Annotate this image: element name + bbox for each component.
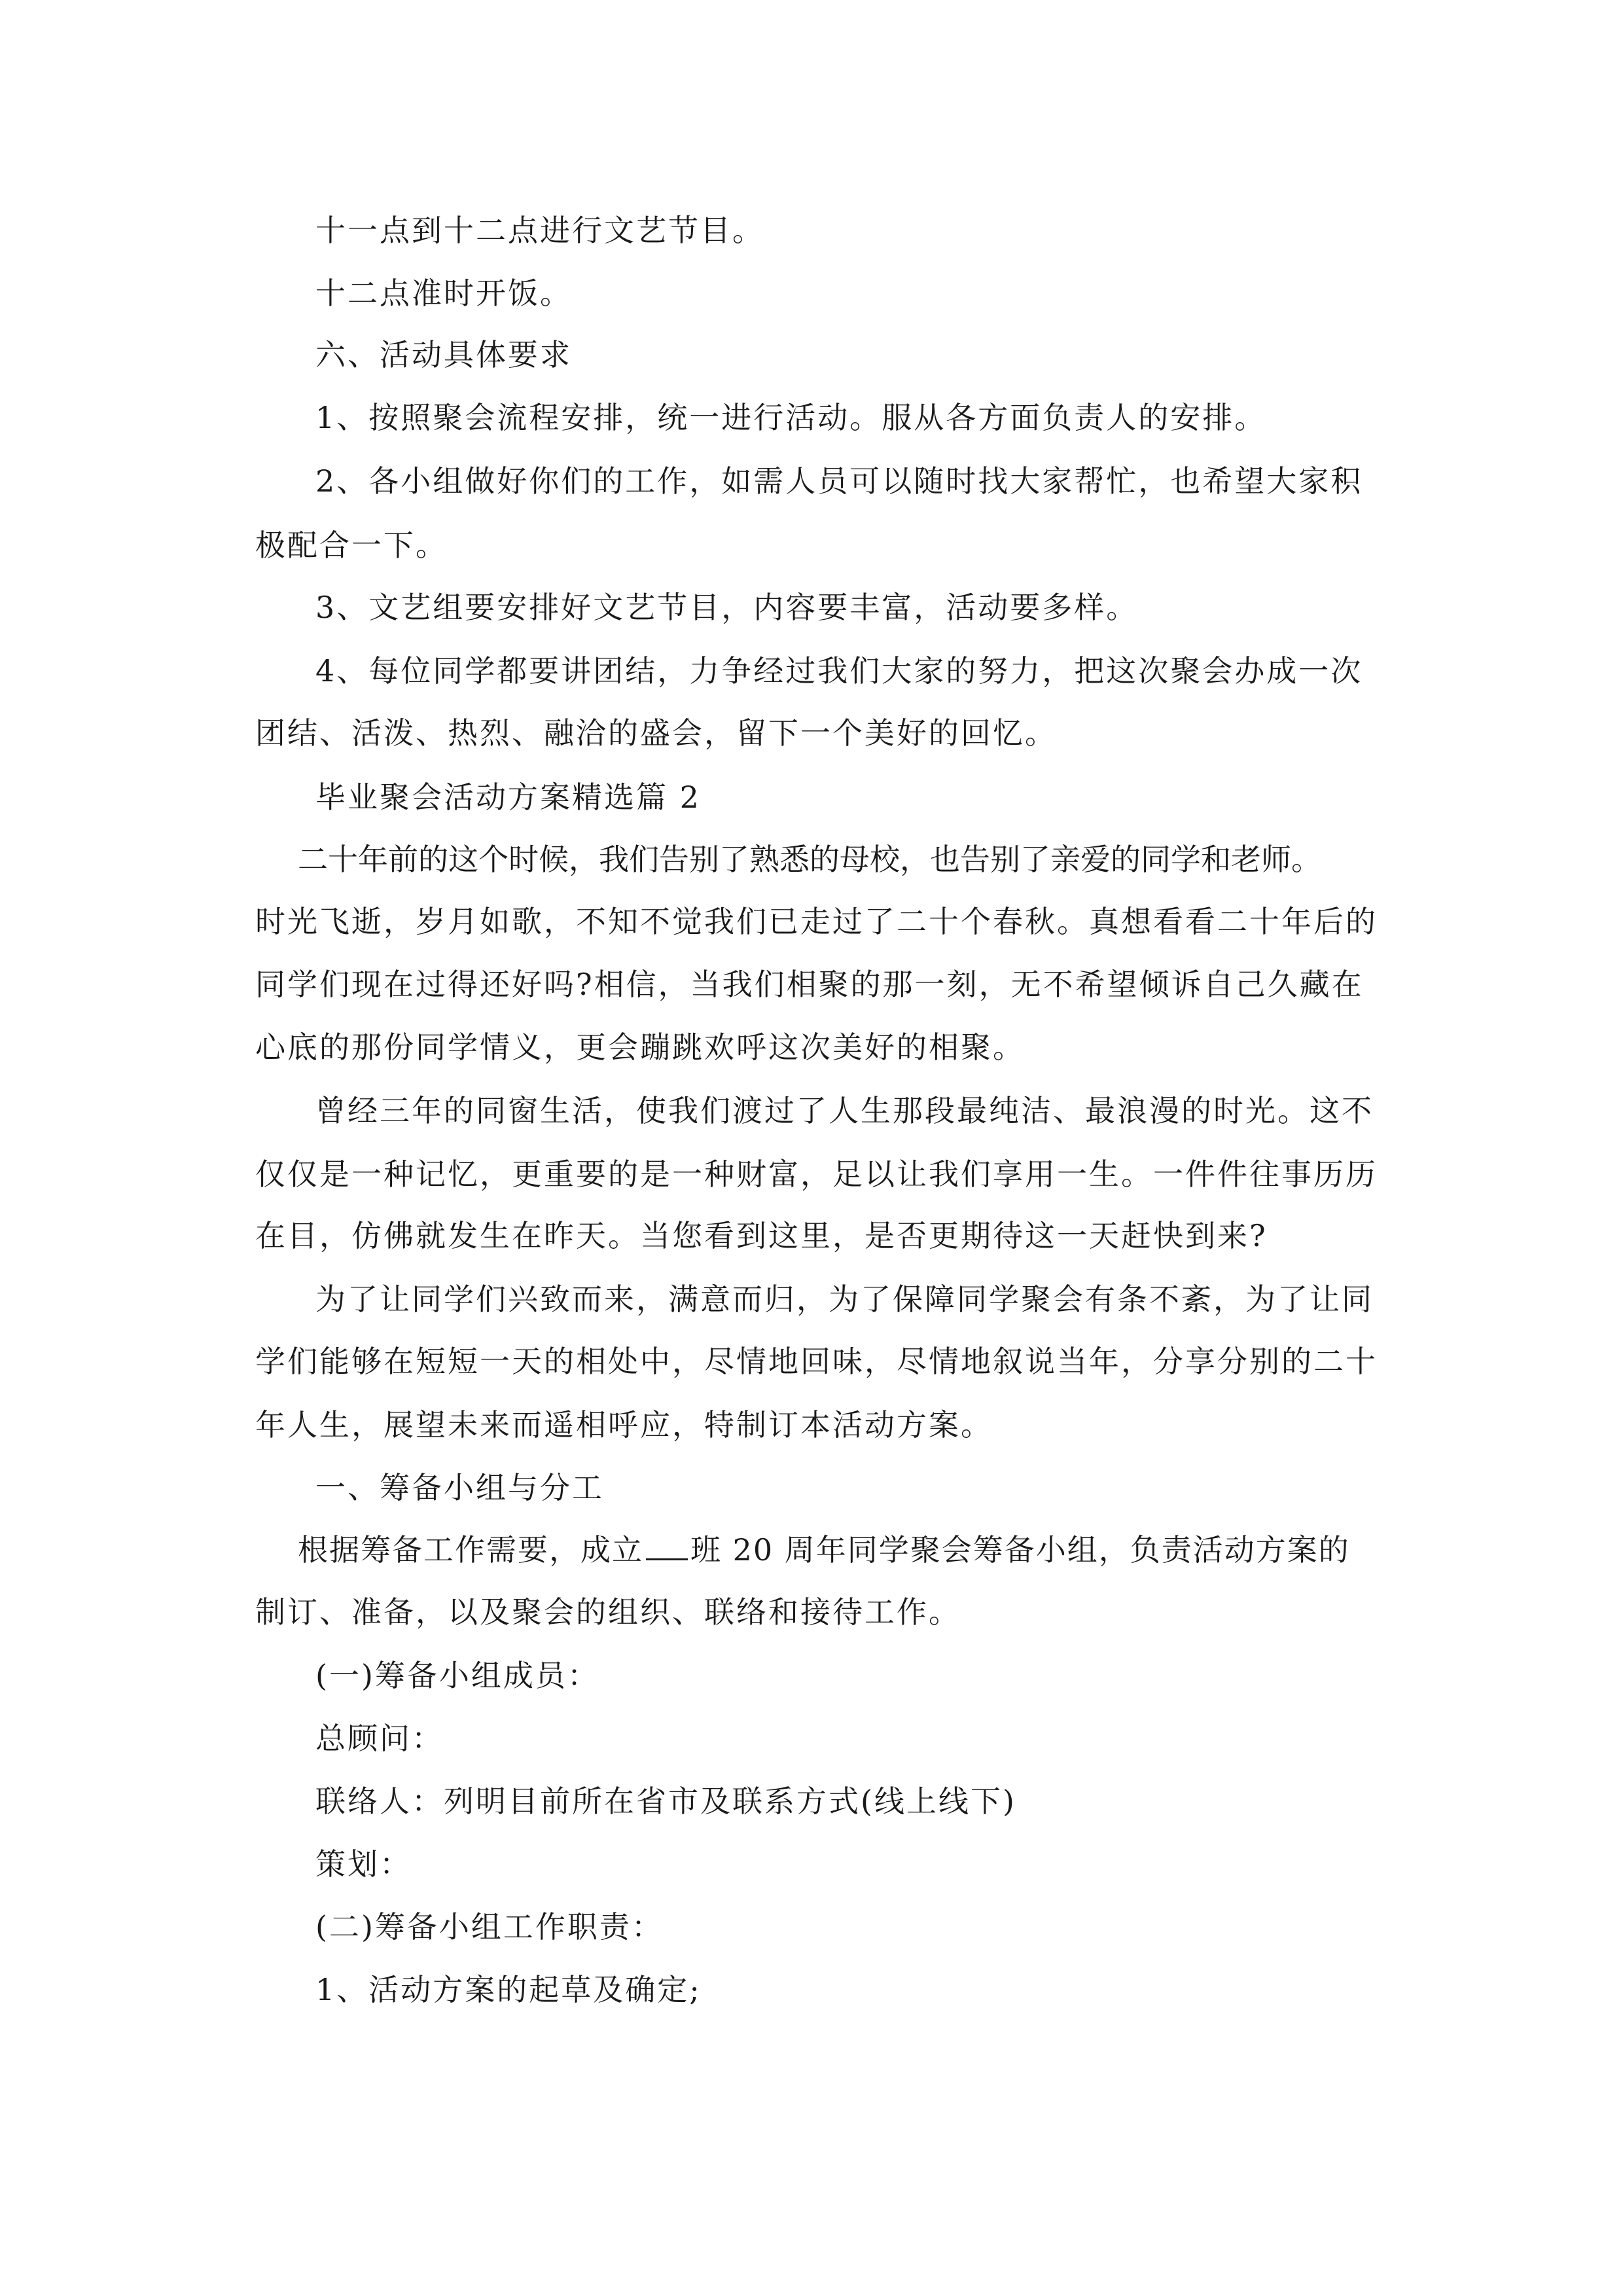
subsection-heading: (二)筹备小组工作职责： — [315, 1909, 664, 1945]
text-line: 总顾问： — [315, 1721, 444, 1756]
text-line: 仅仅是一种记忆，更重要的是一种财富，足以让我们享用一生。一件件往事历历 — [255, 1157, 1378, 1192]
text-line: 联络人：列明目前所在省市及联系方式(线上线下) — [315, 1784, 1016, 1819]
subsection-heading: (一)筹备小组成员： — [315, 1658, 599, 1693]
text-line: 1、活动方案的起草及确定; — [315, 1972, 702, 2007]
text-line: 时光飞逝，岁月如歌，不知不觉我们已走过了二十个春秋。真想看看二十年后的 — [255, 904, 1378, 939]
text-line: 同学们现在过得还好吗?相信，当我们相聚的那一刻，无不希望倾诉自己久藏在 — [255, 967, 1364, 1002]
text-line: 学们能够在短短一天的相处中，尽情地回味，尽情地叙说当年，分享分别的二十 — [255, 1344, 1378, 1379]
text-line: 制订、准备，以及聚会的组织、联络和接待工作。 — [255, 1594, 961, 1630]
text-segment: 班 20 周年同学聚会筹备小组，负责活动方案的 — [690, 1532, 1350, 1568]
text-line: 4、每位同学都要讲团结，力争经过我们大家的努力，把这次聚会办成一次 — [315, 653, 1363, 689]
text-line: 3、文艺组要安排好文艺节目，内容要丰富，活动要多样。 — [315, 590, 1139, 625]
text-line: 2、各小组做好你们的工作，如需人员可以随时找大家帮忙，也希望大家积 — [315, 463, 1363, 499]
text-line: 在目，仿佛就发生在昨天。当您看到这里，是否更期待这一天赶快到来? — [255, 1218, 1268, 1253]
section-heading: 一、筹备小组与分工 — [315, 1470, 604, 1505]
fill-in-blank — [646, 1532, 688, 1560]
text-line: 十二点准时开饭。 — [315, 276, 572, 311]
text-line: 十一点到十二点进行文艺节目。 — [315, 213, 764, 248]
section-heading: 六、活动具体要求 — [315, 337, 572, 372]
text-line: 策划： — [315, 1846, 412, 1882]
text-line: 为了让同学们兴致而来，满意而归，为了保障同学聚会有条不紊，为了让同 — [315, 1282, 1374, 1317]
text-line: 二十年前的这个时候，我们告别了熟悉的母校，也告别了亲爱的同学和老师。 — [298, 842, 1321, 877]
article-title: 毕业聚会活动方案精选篇 2 — [315, 780, 701, 815]
text-line — [298, 1530, 1350, 1570]
text-line: 团结、活泼、热烈、融洽的盛会，留下一个美好的回忆。 — [255, 715, 1057, 751]
text-line: 极配合一下。 — [255, 528, 448, 563]
text-line: 年人生，展望未来而遥相呼应，特制订本活动方案。 — [255, 1407, 993, 1443]
text-line: 1、按照聚会流程安排，统一进行活动。服从各方面负责人的安排。 — [315, 400, 1267, 435]
text-line: 曾经三年的同窗生活，使我们渡过了人生那段最纯洁、最浪漫的时光。这不 — [315, 1093, 1374, 1128]
text-segment: 根据筹备工作需要，成立 — [298, 1532, 643, 1568]
text-line: 心底的那份同学情义，更会蹦跳欢呼这次美好的相聚。 — [255, 1030, 1025, 1065]
